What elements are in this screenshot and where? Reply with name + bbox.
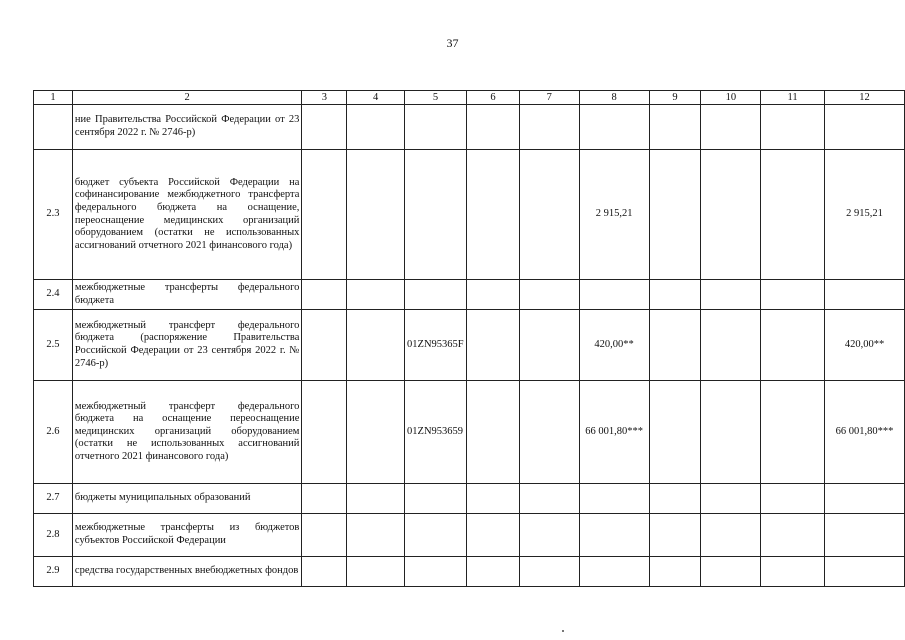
row-value-col12	[825, 280, 905, 310]
cell	[701, 381, 761, 484]
cell	[519, 514, 579, 557]
table-row	[34, 280, 905, 310]
column-header: 6	[467, 91, 520, 105]
column-header: 5	[405, 91, 467, 105]
column-header: 11	[761, 91, 825, 105]
column-header: 4	[347, 91, 405, 105]
row-value-col12	[825, 484, 905, 514]
cell	[347, 557, 405, 587]
cell	[519, 381, 579, 484]
cell	[519, 484, 579, 514]
cell	[519, 105, 579, 150]
row-description: бюджеты муниципальных образований	[72, 484, 301, 514]
row-number: 2.3	[34, 150, 73, 280]
column-header-row	[34, 91, 905, 105]
cell	[701, 150, 761, 280]
cell	[467, 105, 520, 150]
row-number: 2.7	[34, 484, 73, 514]
column-header: 3	[302, 91, 347, 105]
cell	[467, 381, 520, 484]
cell	[302, 557, 347, 587]
cell	[761, 150, 825, 280]
row-description: межбюджетный трансферт федерального бюджета (распоряжение Правительства Российской Федерации от 23 сентября 2022 г. № 2746-р)	[72, 310, 301, 381]
row-value-col8	[579, 484, 649, 514]
table-row	[34, 557, 905, 587]
cell	[649, 557, 701, 587]
row-description: межбюджетный трансферт федерального бюджета на оснащение переоснащение медицинских организаций оборудованием (остатки не использованных ассигнований отчетного 2021 финансового года)	[72, 381, 301, 484]
cell	[347, 150, 405, 280]
cell	[649, 150, 701, 280]
row-value-col12	[825, 557, 905, 587]
cell	[302, 150, 347, 280]
cell	[649, 280, 701, 310]
cell	[701, 514, 761, 557]
row-code	[405, 150, 467, 280]
cell	[519, 557, 579, 587]
cell	[302, 514, 347, 557]
cell	[347, 105, 405, 150]
table-row	[34, 484, 905, 514]
table-row	[34, 310, 905, 381]
row-number: 2.8	[34, 514, 73, 557]
row-value-col12: 420,00**	[825, 310, 905, 381]
cell	[467, 150, 520, 280]
cell	[761, 105, 825, 150]
row-number	[34, 105, 73, 150]
cell	[302, 381, 347, 484]
row-value-col12: 2 915,21	[825, 150, 905, 280]
row-value-col12	[825, 105, 905, 150]
cell	[467, 514, 520, 557]
row-code	[405, 514, 467, 557]
cell	[649, 105, 701, 150]
row-code: 01ZN95365F	[405, 310, 467, 381]
row-code	[405, 557, 467, 587]
cell	[649, 514, 701, 557]
table-row	[34, 381, 905, 484]
row-number: 2.9	[34, 557, 73, 587]
row-value-col8	[579, 280, 649, 310]
cell	[649, 310, 701, 381]
cell	[347, 280, 405, 310]
row-number: 2.4	[34, 280, 73, 310]
cell	[302, 310, 347, 381]
cell	[701, 280, 761, 310]
row-code	[405, 280, 467, 310]
row-value-col8: 66 001,80***	[579, 381, 649, 484]
row-value-col8: 2 915,21	[579, 150, 649, 280]
cell	[701, 310, 761, 381]
row-number: 2.6	[34, 381, 73, 484]
table-row	[34, 514, 905, 557]
row-value-col8	[579, 557, 649, 587]
row-value-col12: 66 001,80***	[825, 381, 905, 484]
cell	[519, 310, 579, 381]
row-description: межбюджетные трансферты федерального бюджета	[72, 280, 301, 310]
cell	[519, 150, 579, 280]
row-value-col8	[579, 105, 649, 150]
row-code	[405, 105, 467, 150]
cell	[701, 557, 761, 587]
cell	[701, 484, 761, 514]
column-header: 2	[72, 91, 301, 105]
column-header: 12	[825, 91, 905, 105]
cell	[761, 381, 825, 484]
table-row	[34, 105, 905, 150]
cell	[347, 381, 405, 484]
cell	[649, 381, 701, 484]
cell	[347, 514, 405, 557]
row-code: 01ZN953659	[405, 381, 467, 484]
cell	[761, 310, 825, 381]
row-description: средства государственных внебюджетных фондов	[72, 557, 301, 587]
cell	[467, 310, 520, 381]
row-value-col8: 420,00**	[579, 310, 649, 381]
cell	[347, 484, 405, 514]
cell	[467, 484, 520, 514]
page-number: 37	[446, 36, 459, 50]
cell	[347, 310, 405, 381]
scan-speck	[562, 630, 564, 632]
cell	[467, 280, 520, 310]
cell	[761, 484, 825, 514]
cell	[302, 484, 347, 514]
row-description: ние Правительства Российской Федерации от 23 сентября 2022 г. № 2746-р)	[72, 105, 301, 150]
row-number: 2.5	[34, 310, 73, 381]
cell	[761, 514, 825, 557]
column-header: 1	[34, 91, 73, 105]
row-value-col12	[825, 514, 905, 557]
row-description: бюджет субъекта Российской Федерации на софинансирование межбюджетного трансферта федерального бюджета на оснащение, переоснащение медицинских организаций оборудованием (остатки не использованных ассигнований отчетного 2021 финансового года)	[72, 150, 301, 280]
cell	[467, 557, 520, 587]
column-header: 10	[701, 91, 761, 105]
cell	[519, 280, 579, 310]
cell	[302, 105, 347, 150]
budget-table	[33, 90, 905, 587]
table-row	[34, 150, 905, 280]
cell	[761, 557, 825, 587]
column-header: 7	[519, 91, 579, 105]
cell	[649, 484, 701, 514]
cell	[302, 280, 347, 310]
row-description: межбюджетные трансферты из бюджетов субъектов Российской Федерации	[72, 514, 301, 557]
cell	[761, 280, 825, 310]
row-value-col8	[579, 514, 649, 557]
cell	[701, 105, 761, 150]
column-header: 8	[579, 91, 649, 105]
row-code	[405, 484, 467, 514]
column-header: 9	[649, 91, 701, 105]
